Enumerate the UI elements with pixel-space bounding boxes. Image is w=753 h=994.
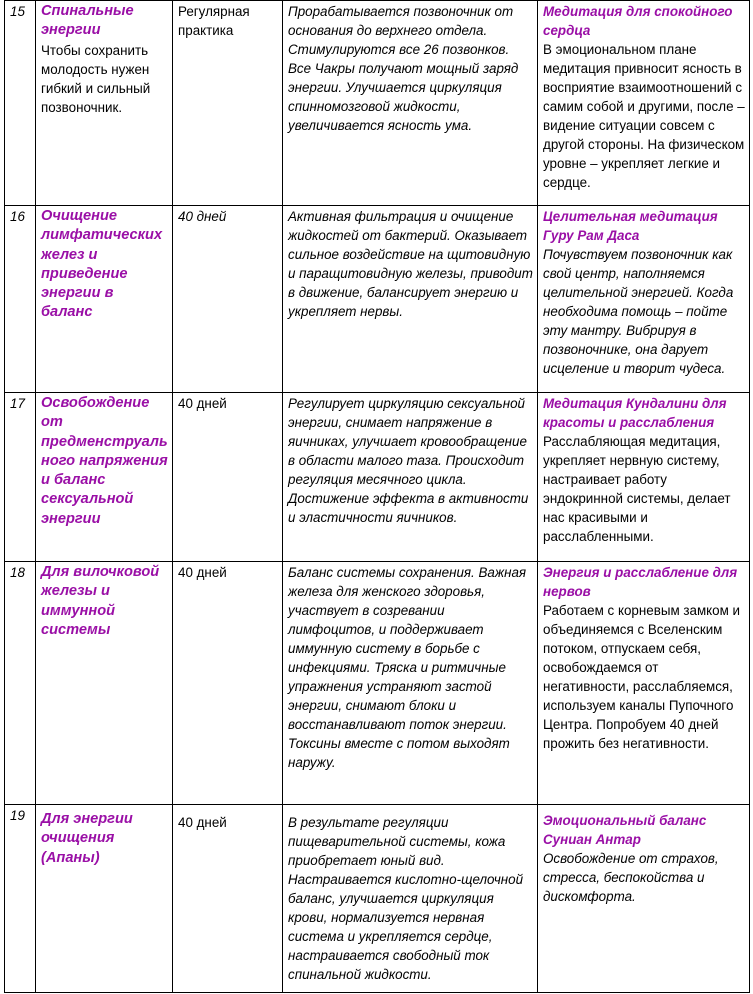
exercise-cell — [36, 562, 173, 805]
duration-cell: 40 дней — [173, 805, 283, 993]
duration-cell: 40 дней — [173, 206, 283, 393]
exercise-cell — [36, 805, 173, 993]
effect-cell: Регулирует циркуляцию сексуальной энергии, снимает напряжение в яичниках, улучшает кровообращение в области малого таза. Происходит регуляция месячного цикла. Достижение эффекта в активности и эластичности яичников. — [283, 393, 538, 562]
table-row — [5, 562, 750, 805]
exercise-title: Очищение лимфатических желез и приведение энергии в баланс — [41, 208, 163, 321]
effect-cell: В результате регуляции пищеварительной системы, кожа приобретает юный вид. Настраивается кислотно-щелочной баланс, улучшается циркуляция крови, нормализуется нервная система и укрепляется сердце, настраивается свободный ток спинальной жидкости. — [283, 805, 538, 993]
table-row — [5, 1, 750, 206]
meditation-cell — [538, 562, 750, 805]
effect-cell: Активная фильтрация и очищение жидкостей от бактерий. Оказывает сильное воздействие на щитовидную и паращитовидную железы, приводит в движение, балансирует энергию и укрепляет нервы. — [283, 206, 538, 393]
exercise-title: Спинальные энергии — [41, 3, 134, 39]
meditation-text: Освобождение от страхов, стресса, беспокойства и дискомфорта. — [543, 851, 719, 904]
meditation-title: Энергия и расслабление для нервов — [543, 565, 738, 599]
row-number: 16 — [5, 206, 36, 393]
effect-cell: Баланс системы сохранения. Важная железа для женского здоровья, участвует в созревании лимфоцитов, и поддерживает иммунную систему в борьбе с инфекциями. Тряска и ритмичные упражнения устраняют застой энергии, снимают блоки и восстанавливают поток энергии. Токсины вместе с потом выходят наружу. — [283, 562, 538, 805]
exercise-note: Чтобы сохранить молодость нужен гибкий и сильный позвоночник. — [41, 42, 151, 115]
meditation-cell — [538, 206, 750, 393]
meditation-title: Медитация для спокойного сердца — [543, 4, 733, 38]
duration-cell: Регулярная практика — [173, 1, 283, 206]
table-row — [5, 393, 750, 562]
duration-cell: 40 дней — [173, 393, 283, 562]
exercise-title: Для энергии очищения (Апаны) — [41, 811, 133, 866]
row-number: 18 — [5, 562, 36, 805]
duration-cell: 40 дней — [173, 562, 283, 805]
row-number: 15 — [5, 1, 36, 206]
meditation-text: В эмоциональном плане медитация привносит ясность в восприятие взаимоотношений с самим собой и другими, после – видение ситуации совсем с другой стороны. На физическом уровне – укрепляет легкие и сердце. — [543, 42, 745, 190]
table-row — [5, 206, 750, 393]
table-row — [5, 805, 750, 993]
meditation-title: Целительная медитация Гуру Рам Даса — [543, 209, 718, 243]
row-number: 19 — [5, 805, 36, 993]
meditation-cell — [538, 393, 750, 562]
meditation-text: Работаем с корневым замком и объединяемся с Вселенским потоком, отпускаем себя, освобождаемся от негативности, расслабляемся, используем каналы Пупочного Центра. Попробуем 40 дней прожить без негативности. — [543, 603, 741, 751]
meditation-cell — [538, 1, 750, 206]
meditation-cell — [538, 805, 750, 993]
meditation-title: Эмоциональный баланс Суниан Антар — [543, 813, 707, 847]
exercise-cell — [36, 393, 173, 562]
exercise-title: Для вилочковой железы и иммунной системы — [41, 564, 160, 638]
meditation-title: Медитация Кундалини для красоты и расслабления — [543, 396, 727, 430]
exercise-cell — [36, 1, 173, 206]
exercise-cell — [36, 206, 173, 393]
practice-table — [4, 0, 750, 993]
meditation-text: Расслабляющая медитация, укрепляет нервную систему, настраивает работу эндокринной системы, делает нас красивыми и расслабленными. — [543, 434, 731, 544]
effect-cell: Прорабатывается позвоночник от основания до верхнего отдела. Стимулируются все 26 позвонков. Все Чакры получают мощный заряд энергии. Улучшается циркуляция спинномозговой жидкости, увеличивается ясность ума. — [283, 1, 538, 206]
exercise-title: Освобождение от предменструального напряжения и баланс сексуальной энергии — [41, 395, 168, 527]
meditation-text: Почувствуем позвоночник как свой центр, наполняемся целительной энергией. Когда необходима помощь – пойте эту мантру. Вибрируя в позвоночнике, она дарует исцеление и творит чудеса. — [543, 247, 734, 376]
row-number: 17 — [5, 393, 36, 562]
